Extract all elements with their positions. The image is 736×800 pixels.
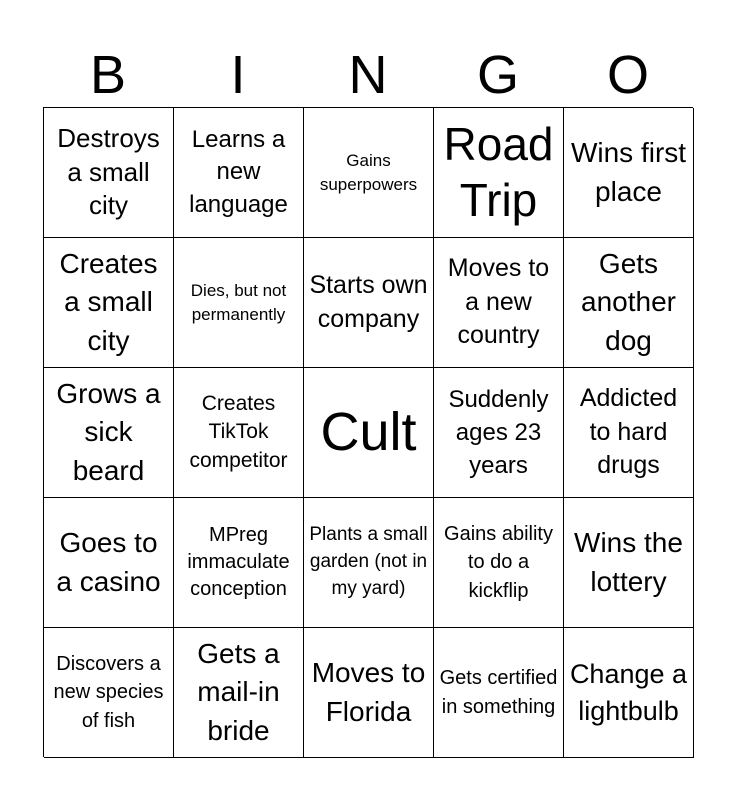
bingo-cell (174, 108, 304, 238)
header-letter-o: O (606, 45, 649, 105)
bingo-cell (434, 368, 564, 498)
cell-text: Grows a sick beard (56, 377, 161, 486)
bingo-cell (44, 108, 174, 238)
cell-text: Plants a small garden (not in my yard) (309, 524, 428, 599)
bingo-cell (304, 238, 434, 368)
cell-text: Road Trip (443, 118, 554, 226)
cell-text: Gets certified in something (439, 666, 558, 718)
bingo-cell (564, 628, 694, 758)
cell-text: Addicted to hard drugs (579, 383, 678, 480)
cell-text: Creates TikTok competitor (189, 391, 288, 472)
bingo-cell (564, 108, 694, 238)
bingo-cell (174, 238, 304, 368)
cell-text: Destroys a small city (57, 122, 160, 221)
cell-text: Learns a new language (189, 125, 288, 218)
cell-text: Wins the lottery (574, 526, 683, 597)
bingo-cell (564, 498, 694, 628)
cell-text: Gets another dog (581, 247, 676, 356)
bingo-cell (174, 628, 304, 758)
bingo-cell (434, 498, 564, 628)
bingo-cell (44, 628, 174, 758)
cell-text: Creates a small city (59, 247, 158, 356)
cell-text: Starts own company (309, 270, 428, 333)
bingo-cell (434, 108, 564, 238)
bingo-cell (174, 498, 304, 628)
bingo-cell (304, 498, 434, 628)
bingo-cell (44, 498, 174, 628)
cell-text: Change a lightbulb (569, 659, 688, 726)
bingo-board (43, 107, 693, 757)
bingo-cell (174, 368, 304, 498)
bingo-cell (304, 628, 434, 758)
header-letter-i: I (230, 45, 246, 105)
cell-text: Goes to a casino (56, 526, 161, 597)
cell-text: Dies, but not permanently (190, 280, 287, 324)
cell-text: Discovers a new species of fish (53, 652, 164, 732)
cell-text: Cult (320, 401, 417, 462)
bingo-cell (304, 368, 434, 498)
bingo-cell (564, 368, 694, 498)
cell-text: Moves to Florida (311, 656, 426, 727)
cell-text: MPreg immaculate conception (187, 524, 290, 600)
bingo-header (43, 44, 693, 106)
cell-text: Gains superpowers (319, 150, 418, 194)
bingo-cell (44, 368, 174, 498)
header-letter-g: G (476, 45, 519, 105)
cell-text: Suddenly ages 23 years (448, 385, 549, 480)
header-letter-n: N (348, 45, 388, 105)
bingo-cell (434, 238, 564, 368)
cell-text: Gains ability to do a kickflip (444, 522, 553, 602)
cell-text: Moves to a new country (447, 253, 550, 350)
bingo-cell (44, 238, 174, 368)
bingo-cell (304, 108, 434, 238)
cell-text: Gets a mail-in bride (197, 637, 280, 746)
header-letter-b: B (89, 45, 127, 105)
cell-text: Wins first place (570, 136, 687, 207)
bingo-cell (564, 238, 694, 368)
bingo-cell (434, 628, 564, 758)
